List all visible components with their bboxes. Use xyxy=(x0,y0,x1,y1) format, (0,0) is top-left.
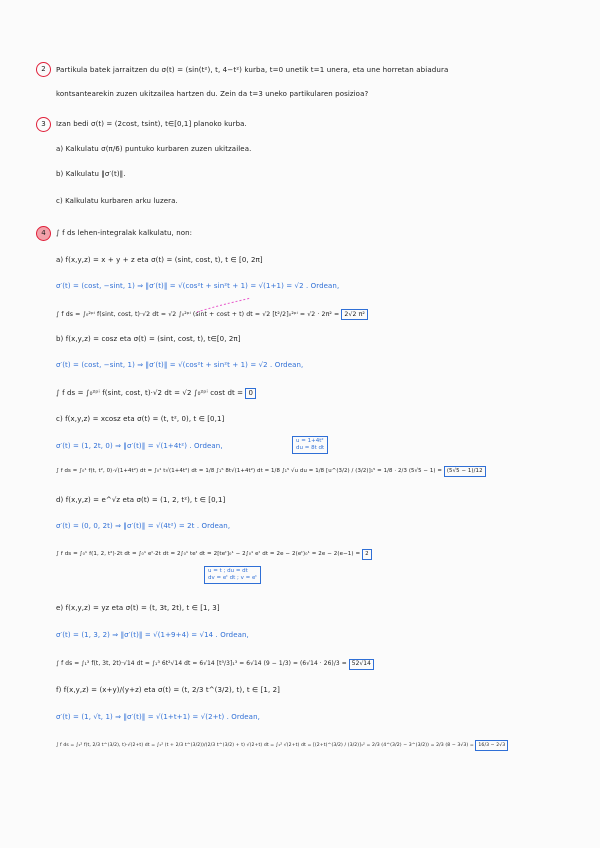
part-e-derivative: σ′(t) = (1, 3, 2) ⇒ ‖σ′(t)‖ = √(1+9+4) = √14 . Ordean, xyxy=(56,631,249,639)
part-d-substitution xyxy=(204,566,261,584)
part-f-integral-text: ∫ f ds = ∫₁² f(t, 2/3 t^(3/2), t)·√(2+t) dt = ∫₁² (t + 2/3 t^(3/2))/(2/3 t^(3/2) + t) √(2+t) dt = ∫₁² √(2+t) dt = [(2+t)^(3/2) / (3/2)]₁² = 2/3 (4^(3/2) − 3^(3/2)) = 2/3 (8 − 3√3) = xyxy=(56,743,474,748)
pink-strike-mark xyxy=(195,296,255,316)
problem-3-part-b: b) Kalkulatu ‖σ′(t)‖. xyxy=(56,170,126,178)
part-d-result: 2 xyxy=(362,549,372,560)
part-c-result: (5√5 − 1)/12 xyxy=(444,466,486,477)
problem-4-intro: ∫ f ds lehen-integralak kalkulatu, non: xyxy=(56,229,193,237)
part-b-derivative: σ′(t) = (cost, −sint, 1) ⇒ ‖σ′(t)‖ = √(cos²t + sin²t + 1) = √2 . Ordean, xyxy=(56,361,304,369)
part-d-sub-u: u = t ; du = dt xyxy=(208,568,248,574)
part-d-statement: d) f(x,y,z) = e^√z eta σ(t) = (1, 2, t²), t ∈ [0,1] xyxy=(56,496,226,504)
part-d-integral-text: ∫ f ds = ∫₀¹ f(1, 2, t²)·2t dt = ∫₀¹ eᵗ·2t dt = 2∫₀¹ teᵗ dt = 2[teᵗ]₀¹ − 2∫₀¹ eᵗ dt = 2e − 2(eᵗ)₀¹ = 2e − 2(e−1) = xyxy=(56,551,361,557)
part-b-integral xyxy=(56,388,256,399)
part-f-derivative: σ′(t) = (1, √t, 1) ⇒ ‖σ′(t)‖ = √(1+t+1) = √(2+t) . Ordean, xyxy=(56,713,260,721)
part-b-result: 0 xyxy=(245,388,256,399)
part-c-sub-du: du = 8t dt xyxy=(296,445,325,451)
part-c-statement: c) f(x,y,z) = xcosz eta σ(t) = (t, t², 0), t ∈ [0,1] xyxy=(56,415,225,423)
problem-3-part-c: c) Kalkulatu kurbaren arku luzera. xyxy=(56,197,178,205)
part-e-result: 52√14 xyxy=(349,659,374,670)
problem-2-line-2: kontsantearekin zuzen ukitzailea hartzen du. Zein da t=3 uneko partikularen posizioa? xyxy=(56,90,369,98)
part-a-integral-text: ∫ f ds = ∫₀²ᵖⁱ f(sint, cost, t)·√2 dt = √2 ∫₀²ᵖⁱ (sint + cost + t) dt = √2 [t²/2]₀²ᵖⁱ = √2 · 2π² = xyxy=(56,311,340,318)
part-a-derivative: σ′(t) = (cost, −sint, 1) ⇒ ‖σ′(t)‖ = √(cos²t + sin²t + 1) = √(1+1) = √2 . Ordean, xyxy=(56,282,340,290)
part-c-integral xyxy=(56,466,486,477)
part-d-integral xyxy=(56,549,372,560)
problem-number-badge: 2 xyxy=(36,62,51,77)
part-c-sub-u: u = 1+4t² xyxy=(296,438,324,444)
part-b-statement: b) f(x,y,z) = cosz eta σ(t) = (sint, cost, t), t∈[0, 2π] xyxy=(56,335,241,343)
problem-3-part-a: a) Kalkulatu σ(π/6) puntuko kurbaren zuzen ukitzailea. xyxy=(56,145,252,153)
problem-number-badge: 3 xyxy=(36,117,51,132)
part-c-derivative: σ′(t) = (1, 2t, 0) ⇒ ‖σ′(t)‖ = √(1+4t²) . Ordean, xyxy=(56,442,223,450)
part-d-derivative: σ′(t) = (0, 0, 2t) ⇒ ‖σ′(t)‖ = √(4t²) = 2t . Ordean, xyxy=(56,522,231,530)
part-c-integral-text: ∫ f ds = ∫₀¹ f(t, t², 0)·√(1+4t²) dt = ∫₀¹ t√(1+4t²) dt = 1/8 ∫₁⁵ 8t√(1+4t²) dt = 1/8 ∫₁⁵ √u du = 1/8 [u^(3/2) / (3/2)]₁⁵ = 1/8 · 2/3 (5√5 − 1) = xyxy=(56,468,443,474)
part-e-statement: e) f(x,y,z) = yz eta σ(t) = (t, 3t, 2t), t ∈ [1, 3] xyxy=(56,604,220,612)
part-c-substitution xyxy=(292,436,328,454)
problem-number-badge: 4 xyxy=(36,226,51,241)
part-f-statement: f) f(x,y,z) = (x+y)/(y+z) eta σ(t) = (t, 2/3 t^(3/2), t), t ∈ [1, 2] xyxy=(56,686,280,694)
part-b-integral-text: ∫ f ds = ∫₀²ᵖⁱ f(sint, cost, t)·√2 dt = √2 ∫₀²ᵖⁱ cost dt = xyxy=(56,389,244,397)
part-a-statement: a) f(x,y,z) = x + y + z eta σ(t) = (sint, cost, t), t ∈ [0, 2π] xyxy=(56,256,263,264)
part-f-result: 16/3 − 2√3 xyxy=(475,740,508,751)
problem-3-line-1: Izan bedi σ(t) = (2cost, tsint), t∈[0,1] planoko kurba. xyxy=(56,120,247,128)
part-a-result: 2√2 π² xyxy=(341,309,368,320)
part-e-integral-text: ∫ f ds = ∫₁³ f(t, 3t, 2t)·√14 dt = ∫₁³ 6t²√14 dt = 6√14 [t³/3]₁³ = 6√14 (9 − 1/3) = (6√14 · 26)/3 = xyxy=(56,661,347,667)
problem-2-line-1: Partikula batek jarraitzen du σ(t) = (sin(t²), t, 4−t²) kurba, t=0 unetik t=1 unera, eta une horretan abiadura xyxy=(56,65,449,74)
part-d-sub-v: dv = eᵗ dt ; v = eᵗ xyxy=(208,575,257,581)
part-f-integral xyxy=(56,740,508,751)
part-e-integral xyxy=(56,659,374,670)
